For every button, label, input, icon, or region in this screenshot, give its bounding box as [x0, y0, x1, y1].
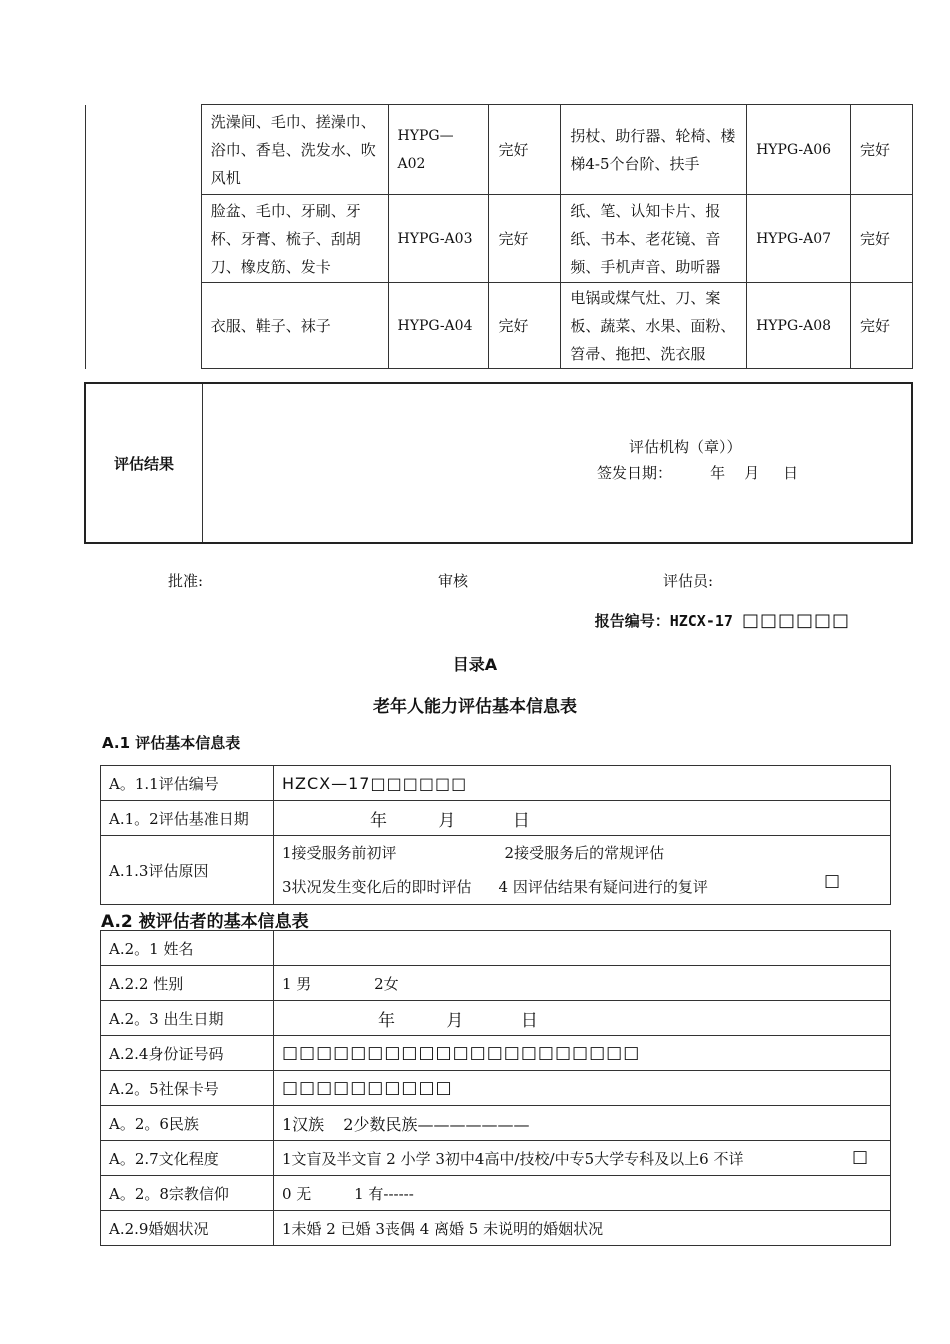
gender-value[interactable] — [274, 966, 891, 1001]
social-card-value[interactable] — [274, 1071, 891, 1106]
report-number-boxes: □□□□□□ — [741, 610, 850, 631]
section-a1-table — [100, 765, 891, 905]
blank-cell — [86, 105, 202, 369]
gender-female: 2女 — [374, 974, 399, 993]
reason-checkbox[interactable]: □ — [823, 871, 840, 891]
table-row — [101, 966, 891, 1001]
org-stamp-label: 评估机构（章）） — [629, 438, 742, 456]
field-label: A。1.1评估编号 — [101, 766, 274, 801]
section-a1-title: A.1 评估基本信息表 — [102, 734, 241, 752]
equipment-status: 完好 — [489, 195, 561, 283]
equipment-items: 衣服、鞋子、袜子 — [201, 283, 388, 369]
education-options: 1文盲及半文盲 2 小学 3初中4高中/技校/中专5大学专科及以上6 不详 — [282, 1149, 744, 1168]
equipment-code: HYPG—A02 — [388, 105, 489, 195]
table-row — [101, 801, 891, 836]
education-checkbox[interactable]: □ — [851, 1147, 868, 1167]
table-row — [101, 766, 891, 801]
assessment-code-value[interactable] — [274, 766, 891, 801]
table-row — [101, 1176, 891, 1211]
review-label: 审核 — [438, 572, 469, 590]
equipment-status: 完好 — [851, 195, 913, 283]
table-row — [101, 1211, 891, 1246]
ethnic-value[interactable] — [274, 1106, 891, 1141]
form-title: 老年人能力评估基本信息表 — [373, 697, 577, 717]
catalog-title: 目录A — [452, 655, 498, 674]
result-label: 评估结果 — [86, 384, 203, 542]
gender-male: 1 男 — [282, 974, 312, 993]
field-label: A。2.7文化程度 — [101, 1141, 274, 1176]
table-row — [101, 836, 891, 905]
equipment-status: 完好 — [489, 283, 561, 369]
equipment-items: 电锅或煤气灶、刀、案板、蔬菜、水果、面粉、笤帚、拖把、洗衣服 — [561, 283, 747, 369]
equipment-code: HYPG-A07 — [747, 195, 851, 283]
religion-none: 0 无 — [282, 1184, 312, 1203]
religion-value[interactable] — [274, 1176, 891, 1211]
month-label: 月 — [438, 810, 456, 831]
reason-options[interactable] — [274, 836, 891, 905]
field-label: A.1.3评估原因 — [101, 836, 274, 905]
reason-option: 3状况发生变化后的即时评估 — [282, 878, 472, 896]
reason-option: 4 因评估结果有疑问进行的复评 — [498, 878, 708, 896]
ethnic-minority: 2少数民族——————— — [343, 1114, 530, 1134]
section-a2-title: A.2 被评估者的基本信息表 — [101, 912, 309, 932]
idcard-boxes: □□□□□□□□□□□□□□□□□□□□□ — [282, 1043, 641, 1063]
field-label: A.2。3 出生日期 — [101, 1001, 274, 1036]
reason-line-2 — [282, 870, 882, 904]
result-box — [84, 382, 913, 544]
idcard-value[interactable] — [274, 1036, 891, 1071]
field-label: A.2。5社保卡号 — [101, 1071, 274, 1106]
field-label: A.2.4身份证号码 — [101, 1036, 274, 1071]
table-row — [101, 1071, 891, 1106]
equipment-code: HYPG-A04 — [388, 283, 489, 369]
religion-yes: 1 有------ — [354, 1184, 414, 1203]
equipment-items: 脸盆、毛巾、牙刷、牙杯、牙膏、梳子、刮胡刀、橡皮筋、发卡 — [201, 195, 388, 283]
field-label: A.1。2评估基准日期 — [101, 801, 274, 836]
equipment-items: 纸、笔、认知卡片、报纸、书本、老花镜、音频、手机声音、助听器 — [561, 195, 747, 283]
day-label: 日 — [520, 1010, 538, 1031]
report-number-prefix: 报告编号：HZCX-17 — [594, 612, 742, 630]
issue-date-label: 签发日期： — [597, 464, 673, 482]
reason-line-1 — [282, 836, 882, 870]
table-row — [86, 105, 913, 195]
equipment-status: 完好 — [851, 283, 913, 369]
issue-date-fields: 年 月 日 — [710, 464, 799, 482]
assessment-code-text: HZCX—17□□□□□□ — [282, 773, 468, 793]
equipment-code: HYPG-A06 — [747, 105, 851, 195]
table-row — [101, 1141, 891, 1176]
name-value[interactable] — [274, 931, 891, 966]
table-row — [101, 1106, 891, 1141]
equipment-items: 洗澡间、毛巾、搓澡巾、浴巾、香皂、洗发水、吹风机 — [201, 105, 388, 195]
ethnic-han: 1汉族 — [282, 1114, 325, 1134]
table-row — [101, 931, 891, 966]
reason-option: 2接受服务后的常规评估 — [504, 844, 665, 862]
year-label: 年 — [378, 1010, 395, 1031]
month-label: 月 — [446, 1010, 464, 1031]
report-number — [595, 610, 850, 631]
equipment-status: 完好 — [851, 105, 913, 195]
field-label: A.2.9婚姻状况 — [101, 1211, 274, 1246]
baseline-date-value[interactable] — [274, 801, 891, 836]
issue-date — [597, 462, 798, 483]
approve-label: 批准: — [168, 572, 204, 590]
equipment-code: HYPG-A03 — [388, 195, 489, 283]
reason-option: 1接受服务前初评 — [282, 844, 397, 862]
day-label: 日 — [512, 810, 530, 831]
field-label: A.2。1 姓名 — [101, 931, 274, 966]
year-label: 年 — [370, 810, 387, 831]
table-row — [86, 283, 913, 369]
social-card-boxes: □□□□□□□□□□ — [282, 1078, 453, 1098]
field-label: A。2。6民族 — [101, 1106, 274, 1141]
equipment-status: 完好 — [489, 105, 561, 195]
field-label: A.2.2 性别 — [101, 966, 274, 1001]
marriage-value[interactable]: 1未婚 2 已婚 3丧偶 4 离婚 5 未说明的婚姻状况 — [274, 1211, 891, 1246]
birth-date-value[interactable] — [274, 1001, 891, 1036]
section-a2-table — [100, 930, 891, 1246]
field-label: A。2。8宗教信仰 — [101, 1176, 274, 1211]
table-row — [101, 1036, 891, 1071]
equipment-items: 拐杖、助行器、轮椅、楼梯4-5个台阶、扶手 — [561, 105, 747, 195]
equipment-table — [85, 104, 913, 369]
table-row — [101, 1001, 891, 1036]
assessor-label: 评估员: — [663, 572, 714, 590]
education-value[interactable] — [274, 1141, 891, 1176]
table-row — [86, 195, 913, 283]
equipment-code: HYPG-A08 — [747, 283, 851, 369]
